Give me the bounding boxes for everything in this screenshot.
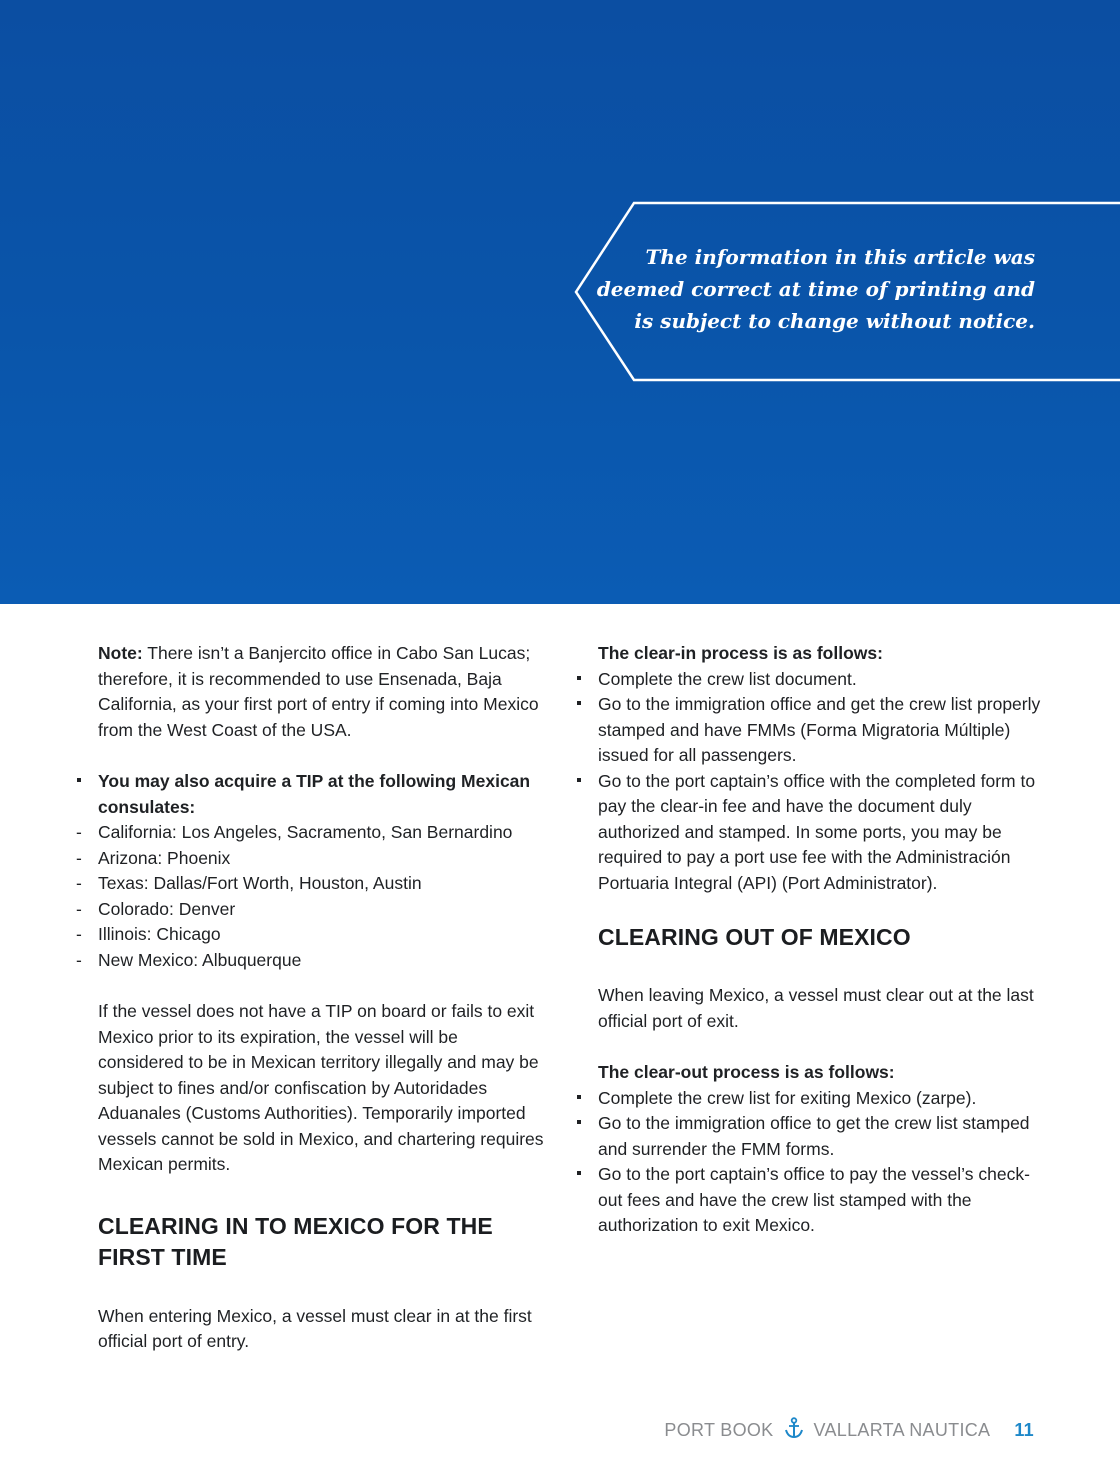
hero-banner <box>0 0 1120 604</box>
clear-out-step: Go to the port captain’s office to pay the vessel’s check-out fees and have the crew list stamped with the authorization to exit Mexico. <box>598 1162 1048 1239</box>
note-label: Note: <box>98 643 143 663</box>
note-paragraph <box>98 641 548 743</box>
clear-out-heading: The clear-out process is as follows: <box>598 1062 895 1082</box>
clear-out-steps <box>598 1086 1048 1239</box>
clear-in-heading: The clear-in process is as follows: <box>598 643 883 663</box>
heading-clear-in: CLEARING IN TO MEXICO FOR THE FIRST TIME <box>98 1212 493 1270</box>
tip-list <box>98 769 548 820</box>
anchor-icon <box>784 1417 804 1444</box>
callout-line: is subject to change without notice. <box>634 309 1035 333</box>
footer-publication: PORT BOOK <box>664 1419 774 1440</box>
clear-in-step: Go to the immigration office and get the crew list properly stamped and have FMMs (Forma Migratoria Múltiple) issued for all passengers. <box>598 692 1048 769</box>
callout-line: deemed correct at time of printing and <box>596 277 1035 301</box>
heading-clear-out: CLEARING OUT OF MEXICO <box>598 924 911 950</box>
clear-in-step: Complete the crew list document. <box>598 667 1048 693</box>
left-column <box>98 641 548 1355</box>
tip-heading: You may also acquire a TIP at the following Mexican consulates: <box>98 769 548 820</box>
leaving-paragraph: When leaving Mexico, a vessel must clear out at the last official port of exit. <box>598 985 1034 1031</box>
clear-in-step: Go to the port captain’s office with the completed form to pay the clear-in fee and have the document duly authorized and stamped. In some ports, you may be required to pay a port use fee with the Administración Portuaria Integral (API) (Port Administrator). <box>598 769 1048 897</box>
callout-line: The information in this article was <box>645 245 1035 269</box>
clear-out-step: Go to the immigration office to get the crew list stamped and surrender the FMM forms. <box>598 1111 1048 1162</box>
consulate-item: - California: Los Angeles, Sacramento, San Bernardino <box>98 820 548 846</box>
page-footer <box>664 1418 1034 1442</box>
consulate-item: - New Mexico: Albuquerque <box>98 948 548 974</box>
footer-brand: VALLARTA NAUTICA <box>813 1419 991 1440</box>
disclaimer-callout <box>575 241 1035 337</box>
clear-out-step: Complete the crew list for exiting Mexico (zarpe). <box>598 1086 1048 1112</box>
consulate-item: - Arizona: Phoenix <box>98 846 548 872</box>
page-number: 11 <box>1014 1419 1034 1440</box>
consulate-item: - Colorado: Denver <box>98 897 548 923</box>
consulate-list <box>98 820 548 973</box>
consulate-item: - Illinois: Chicago <box>98 922 548 948</box>
note-text: There isn’t a Banjercito office in Cabo San Lucas; therefore, it is recommended to use Ensenada, Baja California, as your first port of entry if coming into Mexico from the West Coast of the USA. <box>98 643 539 740</box>
consulate-item: - Texas: Dallas/Fort Worth, Houston, Austin <box>98 871 548 897</box>
entering-paragraph: When entering Mexico, a vessel must clear in at the first official port of entry. <box>98 1305 532 1351</box>
clear-in-steps <box>598 667 1048 897</box>
right-column <box>598 641 1048 1239</box>
vessel-paragraph: If the vessel does not have a TIP on board or fails to exit Mexico prior to its expiration, the vessel will be considered to be in Mexican territory illegally and may be subject to fines and/or confiscation by Autoridades Aduanales (Customs Authorities). Temporarily imported vessels cannot be sold in Mexico, and chartering requires Mexican permits. <box>98 1001 544 1174</box>
